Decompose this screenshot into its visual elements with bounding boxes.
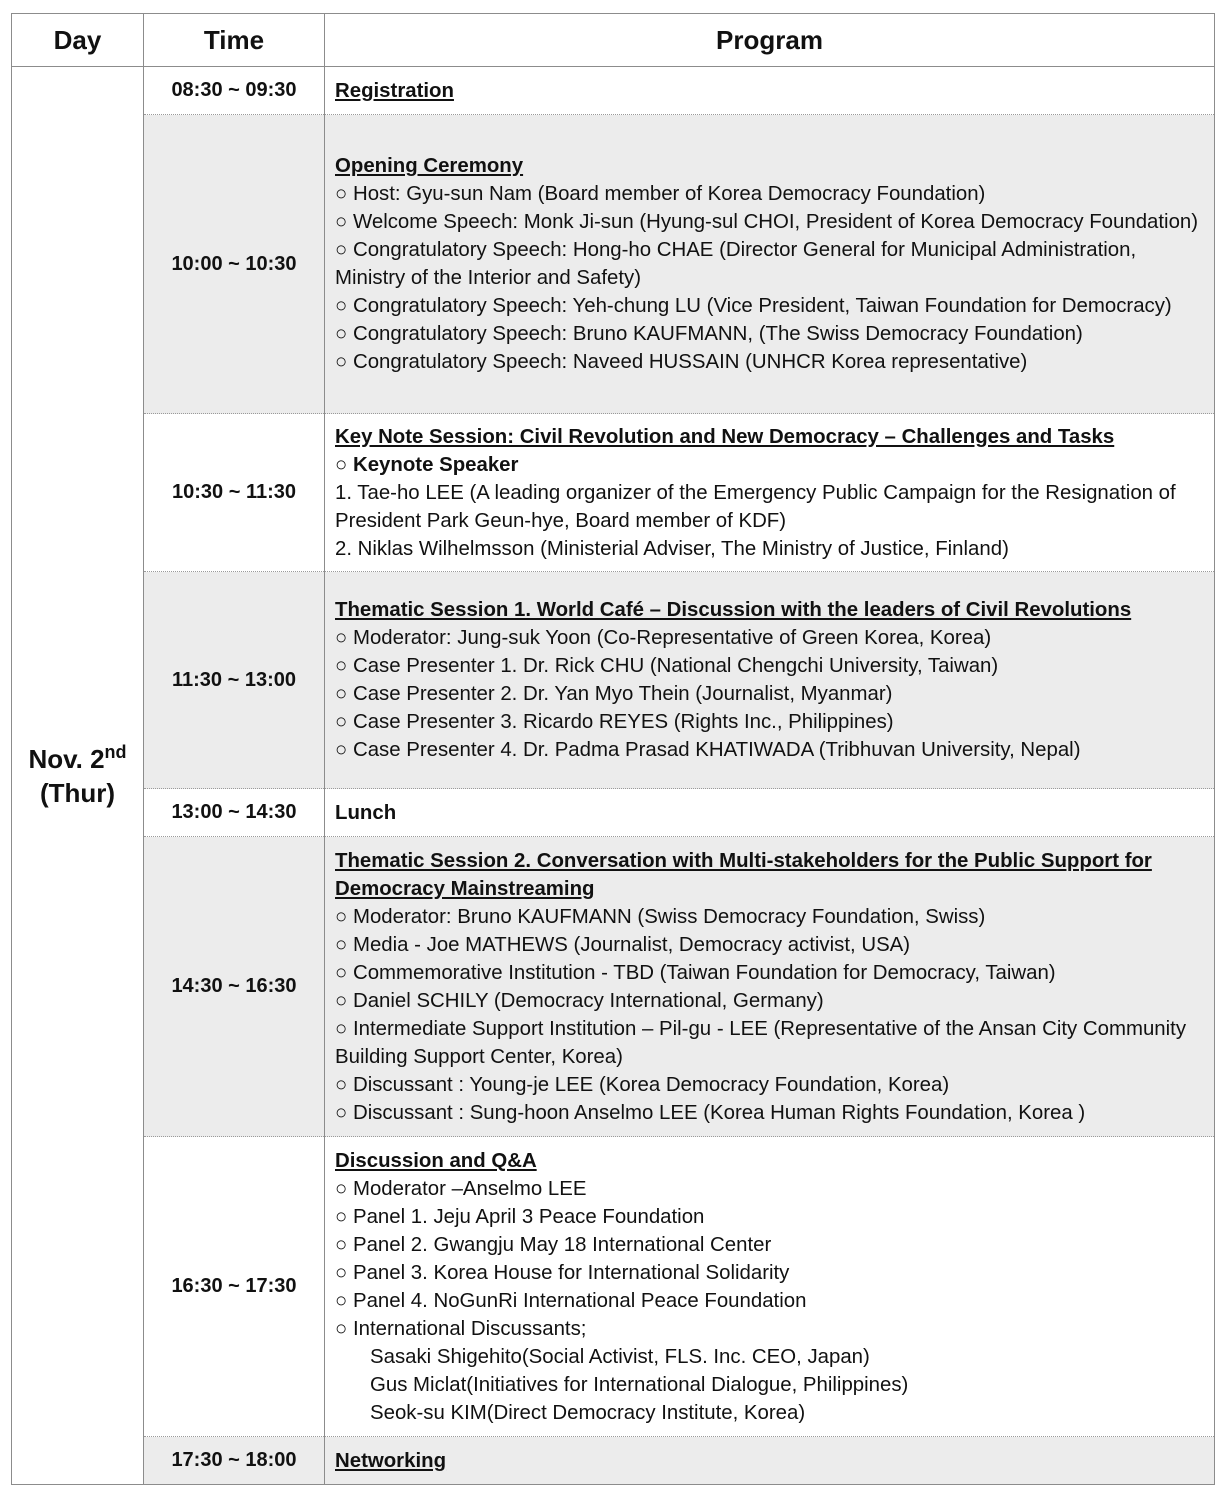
program-line: ○ Host: Gyu-sun Nam (Board member of Korea Democracy Foundation) <box>335 183 986 205</box>
program-line: ○ Case Presenter 1. Dr. Rick CHU (National Chengchi University, Taiwan) <box>335 655 999 677</box>
program-line: ○ Congratulatory Speech: Naveed HUSSAIN (UNHCR Korea representative) <box>335 351 1028 373</box>
program-cell <box>325 572 1215 789</box>
program-line: ○ Discussant : Sung-hoon Anselmo LEE (Korea Human Rights Foundation, Korea ) <box>335 1101 1086 1124</box>
program-line: ○ Case Presenter 3. Ricardo REYES (Rights Inc., Philippines) <box>335 711 894 733</box>
session-title: Opening Ceremony <box>335 155 524 177</box>
program-table-wrapper <box>11 13 1214 1485</box>
program-cell <box>325 837 1215 1137</box>
header-row <box>12 14 1215 67</box>
program-line: ○ Daniel SCHILY (Democracy International, Germany) <box>335 989 824 1012</box>
table-row <box>12 1137 1215 1437</box>
time-cell: 11:30 ~ 13:00 <box>144 572 325 789</box>
program-line: ○ Moderator –Anselmo LEE <box>335 1177 587 1200</box>
program-cell <box>325 1137 1215 1437</box>
program-line: ○ Panel 1. Jeju April 3 Peace Foundation <box>335 1205 705 1228</box>
table-row <box>12 789 1215 837</box>
discussant-line: Gus Miclat(Initiatives for International Dialogue, Philippines) <box>370 1373 909 1396</box>
program-line: ○ Moderator: Bruno KAUFMANN (Swiss Democracy Foundation, Swiss) <box>335 905 986 928</box>
program-cell <box>325 414 1215 572</box>
table-row <box>12 837 1215 1137</box>
session-title: Thematic Session 1. World Café – Discussion with the leaders of Civil Revolutions <box>335 599 1132 621</box>
program-line: ○ Discussant : Young-je LEE (Korea Democracy Foundation, Korea) <box>335 1073 950 1096</box>
program-line: ○ Intermediate Support Institution – Pil-gu - LEE (Representative of the Ansan City Community Building Support Center, Korea) <box>335 1017 1187 1068</box>
session-title: Discussion and Q&A <box>335 1149 537 1172</box>
header-program: Program <box>325 14 1215 67</box>
time-cell: 10:30 ~ 11:30 <box>144 414 325 572</box>
program-line: ○ International Discussants; <box>335 1317 587 1340</box>
keynote-subheading: ○ Keynote Speaker <box>335 453 519 476</box>
program-cell <box>325 67 1215 115</box>
program-line: ○ Welcome Speech: Monk Ji-sun (Hyung-sul CHOI, President of Korea Democracy Foundation) <box>335 211 1199 233</box>
program-cell <box>325 115 1215 414</box>
session-title: Lunch <box>335 801 397 824</box>
program-cell <box>325 1437 1215 1485</box>
day-date: Nov. 2nd <box>28 741 127 774</box>
program-table <box>11 13 1215 1485</box>
header-time: Time <box>144 14 325 67</box>
program-line: ○ Panel 2. Gwangju May 18 International Center <box>335 1233 772 1256</box>
discussant-line: Seok-su KIM(Direct Democracy Institute, Korea) <box>370 1401 806 1424</box>
day-cell <box>12 67 144 1485</box>
session-title: Networking <box>335 1449 447 1472</box>
table-row <box>12 1437 1215 1485</box>
program-line: ○ Congratulatory Speech: Hong-ho CHAE (Director General for Municipal Administration, Ministry of the Interior and Safety) <box>335 239 1137 289</box>
time-cell: 14:30 ~ 16:30 <box>144 837 325 1137</box>
program-line: ○ Panel 3. Korea House for International Solidarity <box>335 1261 790 1284</box>
table-row <box>12 115 1215 414</box>
program-line: ○ Panel 4. NoGunRi International Peace Foundation <box>335 1289 807 1312</box>
table-row <box>12 414 1215 572</box>
table-row <box>12 572 1215 789</box>
table-row <box>12 67 1215 115</box>
program-line: ○ Case Presenter 2. Dr. Yan Myo Thein (Journalist, Myanmar) <box>335 683 893 705</box>
program-line: 1. Tae-ho LEE (A leading organizer of the Emergency Public Campaign for the Resignation of President Park Geun-hye, Board member of KDF) <box>335 481 1176 532</box>
program-cell <box>325 789 1215 837</box>
session-title: Key Note Session: Civil Revolution and New Democracy – Challenges and Tasks <box>335 425 1115 448</box>
program-line: ○ Moderator: Jung-suk Yoon (Co-Representative of Green Korea, Korea) <box>335 627 992 649</box>
program-line: ○ Media - Joe MATHEWS (Journalist, Democracy activist, USA) <box>335 933 911 956</box>
program-line: ○ Congratulatory Speech: Bruno KAUFMANN, (The Swiss Democracy Foundation) <box>335 323 1083 345</box>
day-weekday: (Thur) <box>39 777 116 808</box>
program-line: ○ Case Presenter 4. Dr. Padma Prasad KHATIWADA (Tribhuvan University, Nepal) <box>335 739 1081 761</box>
discussant-line: Sasaki Shigehito(Social Activist, FLS. Inc. CEO, Japan) <box>370 1345 870 1368</box>
header-day: Day <box>12 14 144 67</box>
time-cell: 17:30 ~ 18:00 <box>144 1437 325 1485</box>
time-cell: 16:30 ~ 17:30 <box>144 1137 325 1437</box>
time-cell: 08:30 ~ 09:30 <box>144 67 325 115</box>
time-cell: 10:00 ~ 10:30 <box>144 115 325 414</box>
program-line: ○ Congratulatory Speech: Yeh-chung LU (Vice President, Taiwan Foundation for Democracy) <box>335 295 1172 317</box>
session-title: Registration <box>335 79 454 102</box>
program-line: ○ Commemorative Institution - TBD (Taiwan Foundation for Democracy, Taiwan) <box>335 961 1056 984</box>
time-cell: 13:00 ~ 14:30 <box>144 789 325 837</box>
program-line: 2. Niklas Wilhelmsson (Ministerial Adviser, The Ministry of Justice, Finland) <box>335 537 1009 560</box>
session-title: Thematic Session 2. Conversation with Multi-stakeholders for the Public Support for Democracy Mainstreaming <box>335 849 1152 900</box>
